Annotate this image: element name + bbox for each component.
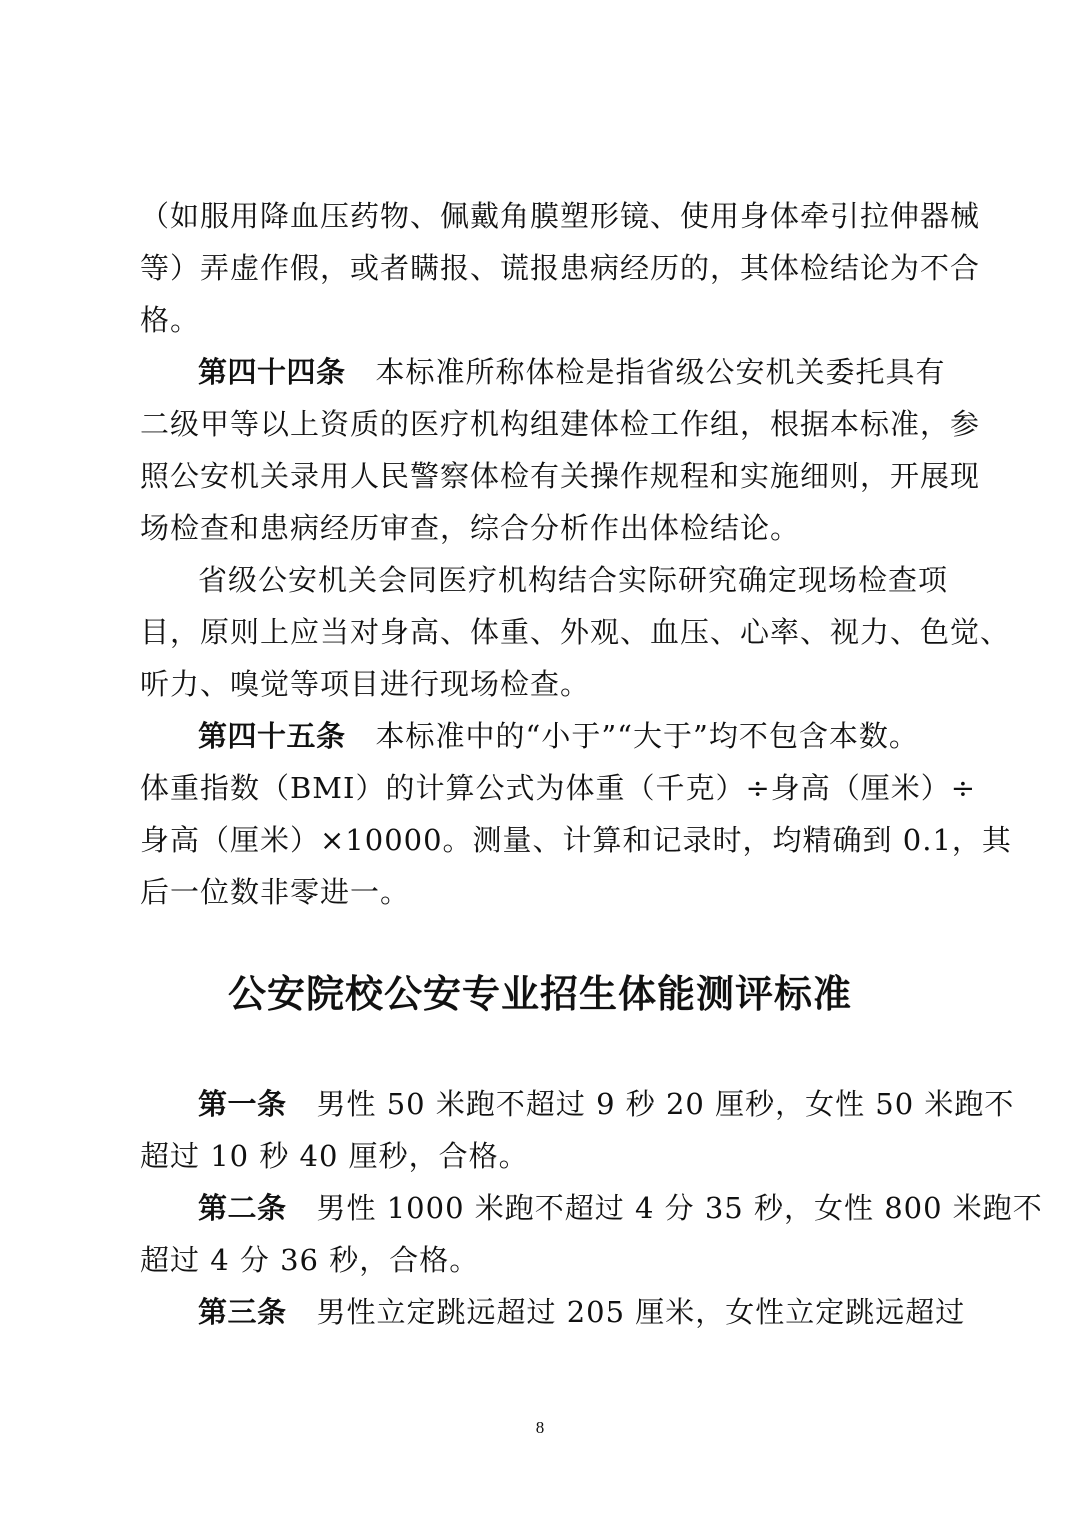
article-1-first-line [198,1084,1015,1124]
article-1-text: 男性 50 米跑不超过 9 秒 20 厘秒，女性 50 米跑不 [316,1087,1015,1121]
body-line: 目，原则上应当对身高、体重、外观、血压、心率、视力、色觉、 [140,615,1011,649]
article-2-first-line [198,1188,1043,1228]
exam-paragraph-first-line: 省级公安机关会同医疗机构结合实际研究确定现场检查项 [198,563,949,597]
body-line: 体重指数（BMI）的计算公式为体重（千克）÷身高（厘米）÷ [140,771,977,805]
article-45-label: 第四十五条 [198,719,346,753]
article-45-first-line [198,716,940,756]
article-3-text: 男性立定跳远超过 205 厘米，女性立定跳远超过 [316,1295,966,1329]
article-3-label: 第三条 [198,1295,287,1329]
article-44-label: 第四十四条 [198,355,346,389]
article-2-text: 男性 1000 米跑不超过 4 分 35 秒，女性 800 米跑不 [316,1191,1043,1225]
body-line: 超过 10 秒 40 厘秒，合格。 [140,1139,529,1173]
body-line: 超过 4 分 36 秒，合格。 [140,1243,480,1277]
article-3-first-line [198,1292,966,1332]
article-44-first-line [198,352,946,392]
body-line: （如服用降血压药物、佩戴角膜塑形镜、使用身体牵引拉伸器械 [140,199,981,233]
body-line: 后一位数非零进一。 [140,875,411,909]
article-2-label: 第二条 [198,1191,287,1225]
section-heading: 公安院校公安专业招生体能测评标准 [227,972,852,1016]
body-line: 身高（厘米）×10000。测量、计算和记录时，均精确到 0.1，其 [140,823,1012,857]
body-line: 照公安机关录用人民警察体检有关操作规程和实施细则，开展现 [140,459,981,493]
article-1-label: 第一条 [198,1087,287,1121]
body-line: 听力、嗅觉等项目进行现场检查。 [140,667,591,701]
body-line: 格。 [140,303,201,337]
body-line: 等）弄虚作假，或者瞒报、谎报患病经历的，其体检结论为不合 [140,251,981,285]
page-number: 8 [535,1418,545,1437]
body-line: 二级甲等以上资质的医疗机构组建体检工作组，根据本标准，参 [140,407,981,441]
body-line: 场检查和患病经历审查，综合分析作出体检结论。 [140,511,801,545]
article-44-text: 本标准所称体检是指省级公安机关委托具有 [375,355,946,389]
article-45-text: 本标准中的“小于”“大于”均不包含本数。 [375,719,919,753]
